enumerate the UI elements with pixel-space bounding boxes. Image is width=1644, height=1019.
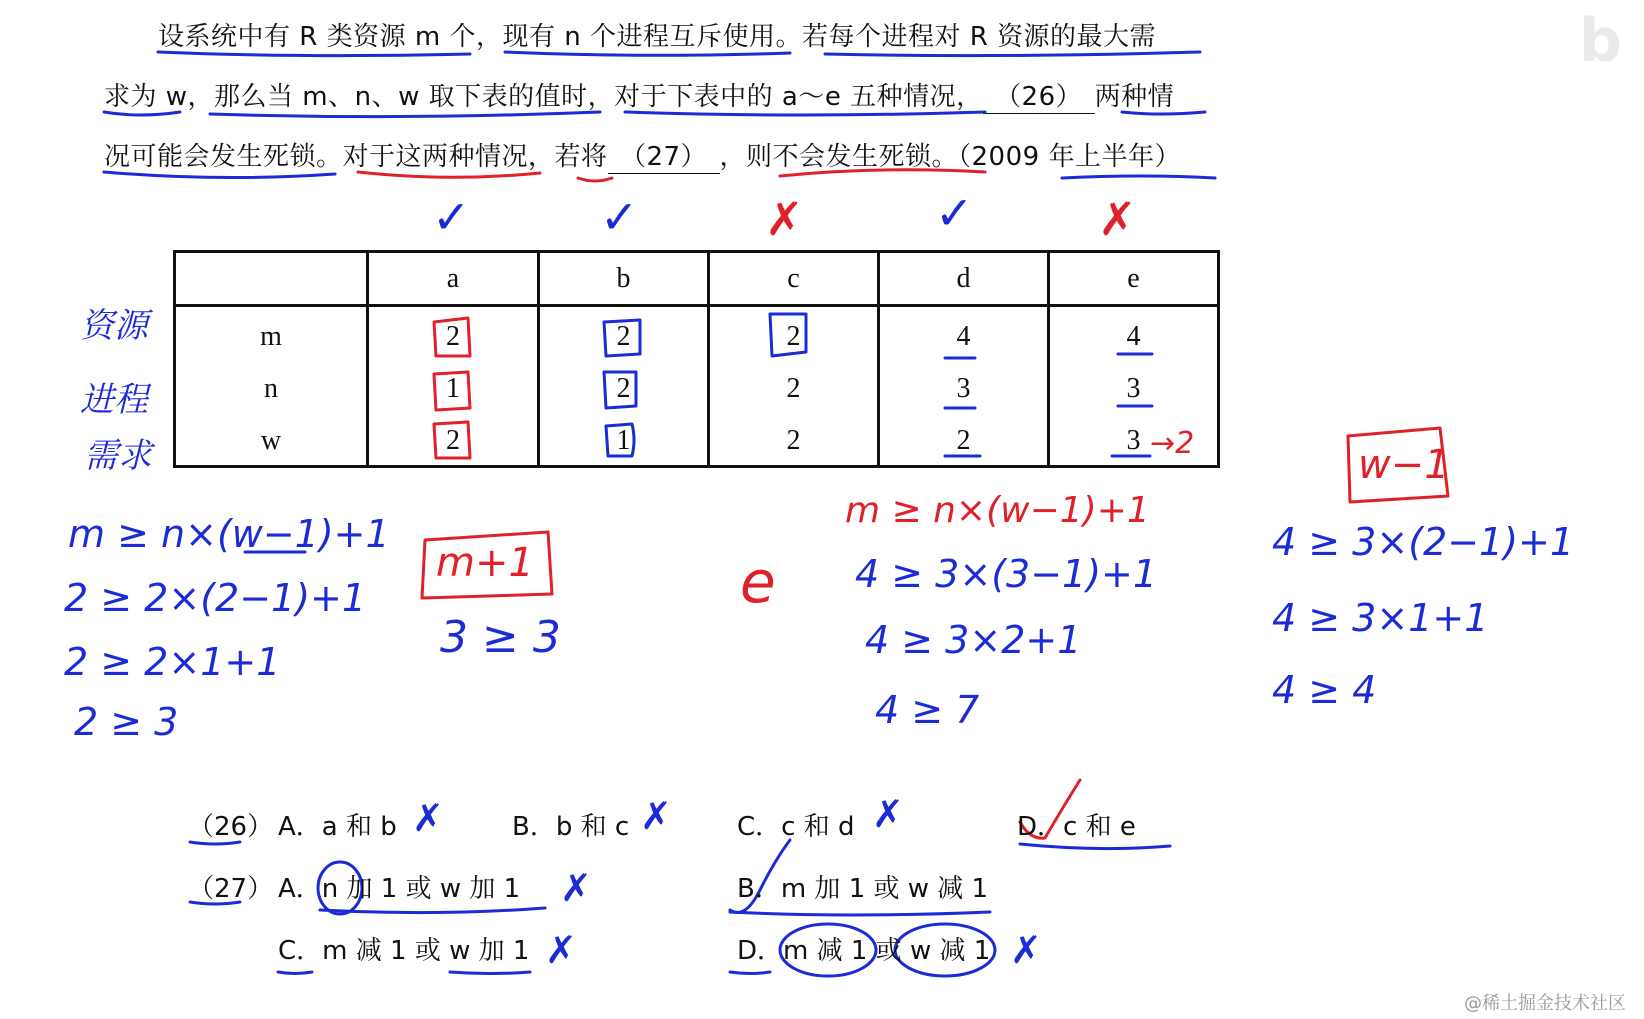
blank-27: （27）	[608, 136, 720, 174]
question-line-2-post: 两种情	[1094, 82, 1175, 112]
mark-b: ✓	[600, 190, 639, 244]
q26-b-cross-icon: ✗	[640, 794, 672, 838]
q26-option-c[interactable]: C．c 和 d	[737, 812, 855, 842]
work-mid-3: 4 ≥ 7	[875, 688, 980, 732]
row-label-w: w	[260, 425, 282, 456]
work-mid-formula: m ≥ n×(w−1)+1	[845, 490, 1150, 531]
ink-underline	[1020, 844, 1170, 849]
box-m-plus-1: m+1	[436, 540, 534, 586]
q26-c-cross-icon: ✗	[872, 792, 904, 836]
box-w-minus-1: w−1	[1358, 442, 1450, 488]
table-header-a: a	[368, 252, 539, 306]
ink-underline	[730, 912, 990, 915]
work-left-4: 2 ≥ 3	[74, 700, 179, 744]
ink-underline	[825, 52, 1200, 56]
side-note-process: 进程	[80, 380, 148, 420]
ink-underline	[625, 112, 985, 115]
cell-c-w: 2	[786, 425, 801, 456]
work-left-1: m ≥ n×(w−1)+1	[68, 512, 390, 556]
cell-c-n: 2	[786, 373, 801, 404]
ink-box	[770, 314, 806, 356]
work-left-3: 2 ≥ 2×1+1	[64, 640, 281, 684]
ink-underline	[278, 972, 312, 974]
mark-a: ✓	[432, 190, 471, 244]
cell-a-w: 2	[446, 425, 460, 456]
e-w-change: →2	[1150, 426, 1195, 461]
table-header-d: d	[879, 252, 1049, 306]
q26-option-d[interactable]: D．c 和 e	[1017, 812, 1136, 842]
cell-d-m: 4	[956, 321, 971, 352]
blank-26: （26）	[983, 76, 1095, 114]
cell-a-n: 1	[446, 373, 460, 404]
ink-underline	[210, 112, 600, 117]
ink-box	[604, 320, 640, 356]
question-line-3-post: ，则不会发生死锁。（2009 年上半年）	[719, 142, 1181, 172]
q27-c-cross-icon: ✗	[545, 928, 577, 972]
question-line-3-pre: 况可能会发生死锁。对于这两种情况，若将	[104, 142, 608, 172]
q26-option-a[interactable]: A．a 和 b	[278, 812, 397, 842]
cell-e-n: 3	[1126, 373, 1141, 404]
q26-a-cross-icon: ✗	[412, 796, 444, 840]
ink-underline	[505, 52, 790, 55]
side-note-resource: 资源	[80, 306, 148, 346]
ink-box	[604, 372, 636, 408]
q26-label: （26）	[188, 812, 274, 842]
row-label-m: m	[260, 321, 282, 352]
cell-d-n: 3	[956, 373, 971, 404]
cell-b-n: 2	[616, 373, 631, 404]
ink-underline	[578, 178, 612, 181]
question-line-1-text: 设系统中有 R 类资源 m 个，现有 n 个进程互斥使用。若每个进程对 R 资源的最大需	[158, 22, 1157, 52]
mark-c: ✗	[765, 192, 804, 246]
cell-e-w: 3	[1126, 425, 1141, 456]
q27-option-a[interactable]: A．n 加 1 或 w 加 1	[278, 874, 521, 904]
watermark: @稀土掘金技术社区	[1464, 993, 1626, 1014]
mark-d: ✓	[935, 186, 974, 240]
table-header-b: b	[539, 252, 709, 306]
cell-b-m: 2	[616, 321, 631, 352]
work-mid-2: 4 ≥ 3×2+1	[865, 618, 1082, 662]
letter-e: e	[740, 548, 776, 616]
q27-option-d[interactable]: D．m 减 1 或 w 减 1	[737, 936, 991, 966]
ink-underline	[1062, 176, 1215, 178]
q27-label: （27）	[188, 874, 274, 904]
cell-b-w: 1	[616, 425, 631, 456]
work-left-2: 2 ≥ 2×(2−1)+1	[64, 576, 367, 620]
table-header-c: c	[709, 252, 879, 306]
work-m-plus-1: 3 ≥ 3	[440, 612, 561, 663]
ink-underline	[1122, 112, 1205, 114]
row-label-n: n	[264, 373, 278, 404]
work-right-2: 4 ≥ 3×1+1	[1272, 596, 1489, 640]
ink-box	[434, 372, 470, 410]
cell-e-m: 4	[1126, 321, 1141, 352]
ink-box	[434, 318, 470, 356]
q27-a-cross-icon: ✗	[560, 866, 592, 910]
work-mid-1: 4 ≥ 3×(3−1)+1	[855, 552, 1158, 596]
q27-d-cross-icon: ✗	[1010, 928, 1042, 972]
side-note-demand: 需求	[84, 436, 152, 476]
cell-d-w: 2	[956, 425, 971, 456]
work-right-1: 4 ≥ 3×(2−1)+1	[1272, 520, 1575, 564]
logo-watermark-icon: b	[1579, 6, 1622, 76]
cell-c-m: 2	[786, 321, 801, 352]
question-line-2-pre: 求为 w，那么当 m、n、w 取下表的值时，对于下表中的 a～e 五种情况，	[104, 82, 983, 112]
ink-underline	[358, 172, 540, 177]
work-right-3: 4 ≥ 4	[1272, 668, 1377, 712]
table-header-e: e	[1049, 252, 1219, 306]
ink-box	[606, 424, 634, 456]
ink-underline	[450, 972, 530, 974]
ink-underline	[780, 170, 985, 176]
q27-option-c[interactable]: C．m 减 1 或 w 加 1	[278, 936, 530, 966]
q27-option-b[interactable]: B．m 加 1 或 w 减 1	[737, 874, 989, 904]
ink-underline	[104, 172, 335, 178]
ink-underline	[158, 52, 470, 56]
mark-e: ✗	[1098, 192, 1137, 246]
q26-option-b[interactable]: B．b 和 c	[512, 812, 630, 842]
ink-underline	[730, 972, 770, 974]
ink-box	[434, 422, 470, 458]
cell-a-m: 2	[446, 321, 460, 352]
ink-underline	[104, 112, 180, 115]
